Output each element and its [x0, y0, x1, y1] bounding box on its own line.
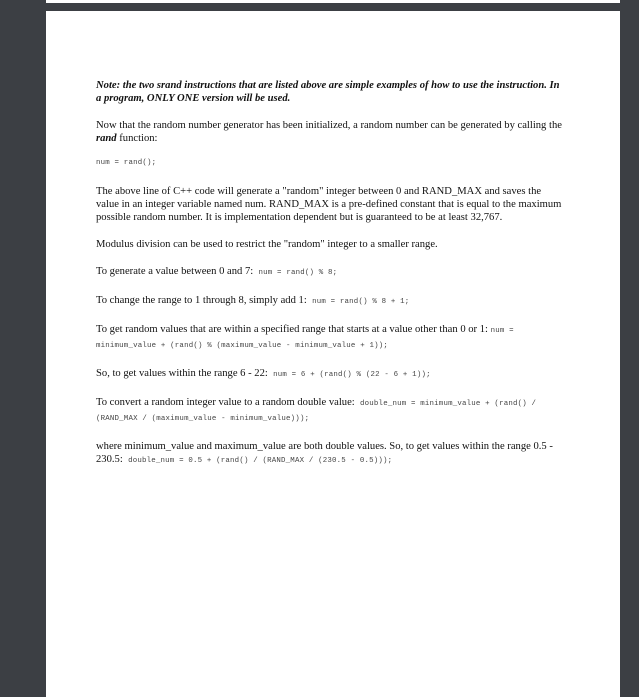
range-6-22-text: So, to get values within the range 6 - 22:	[96, 368, 268, 379]
range-1-8-code: num = rand() % 8 + 1;	[312, 298, 410, 306]
double-range-paragraph	[96, 440, 566, 468]
range-6-22-code: num = 6 + (rand() % (22 - 6 + 1));	[273, 371, 431, 379]
code-num-rand: num = rand();	[96, 159, 157, 167]
intro-text-after: function:	[116, 133, 158, 144]
range-0-7-text: To generate a value between 0 and 7:	[96, 266, 254, 277]
range-general-text: To get random values that are within a specified range that starts at a value other than 0 or 1:	[96, 324, 488, 335]
range-0-7-paragraph	[96, 265, 566, 280]
range-1-8-text: To change the range to 1 through 8, simply add 1:	[96, 295, 307, 306]
range-general-paragraph	[96, 323, 566, 353]
range-1-8-paragraph	[96, 294, 566, 309]
range-general-code: num = minimum_value + (rand() % (maximum_value - minimum_value + 1));	[96, 327, 514, 350]
explanation-paragraph: The above line of C++ code will generate a "random" integer between 0 and RAND_MAX and saves the value in an integer variable named num. RAND_MAX is a pre-defined constant that is equal to the maximum possible random number. It is implementation dependent but is guaranteed to be at least 32,767.	[96, 186, 562, 223]
range-0-7-code: num = rand() % 8;	[258, 269, 338, 277]
srand-note: Note: the two srand instructions that are listed above are simple examples of how to use the instruction. In a program, ONLY ONE version will be used.	[96, 80, 560, 104]
double-range-code: double_num = 0.5 + (rand() / (RAND_MAX / (230.5 - 0.5)));	[128, 457, 393, 465]
rand-keyword: rand	[96, 133, 117, 144]
double-convert-code: double_num = minimum_value + (rand() / (RAND_MAX / (maximum_value - minimum_value)));	[96, 400, 537, 423]
double-range-text: where minimum_value and maximum_value are both double values. So, to get values within the range 0.5 - 230.5:	[96, 441, 553, 465]
modulus-paragraph: Modulus division can be used to restrict the "random" integer to a smaller range.	[96, 239, 438, 250]
double-convert-text: To convert a random integer value to a random double value:	[96, 397, 355, 408]
double-convert-paragraph	[96, 396, 566, 426]
intro-paragraph	[96, 119, 566, 145]
range-6-22-paragraph	[96, 367, 566, 382]
page-content	[96, 79, 566, 481]
document-page	[46, 11, 620, 697]
previous-page-edge	[46, 0, 620, 3]
intro-text-before: Now that the random number generator has been initialized, a random number can be generated by calling the	[96, 120, 562, 131]
